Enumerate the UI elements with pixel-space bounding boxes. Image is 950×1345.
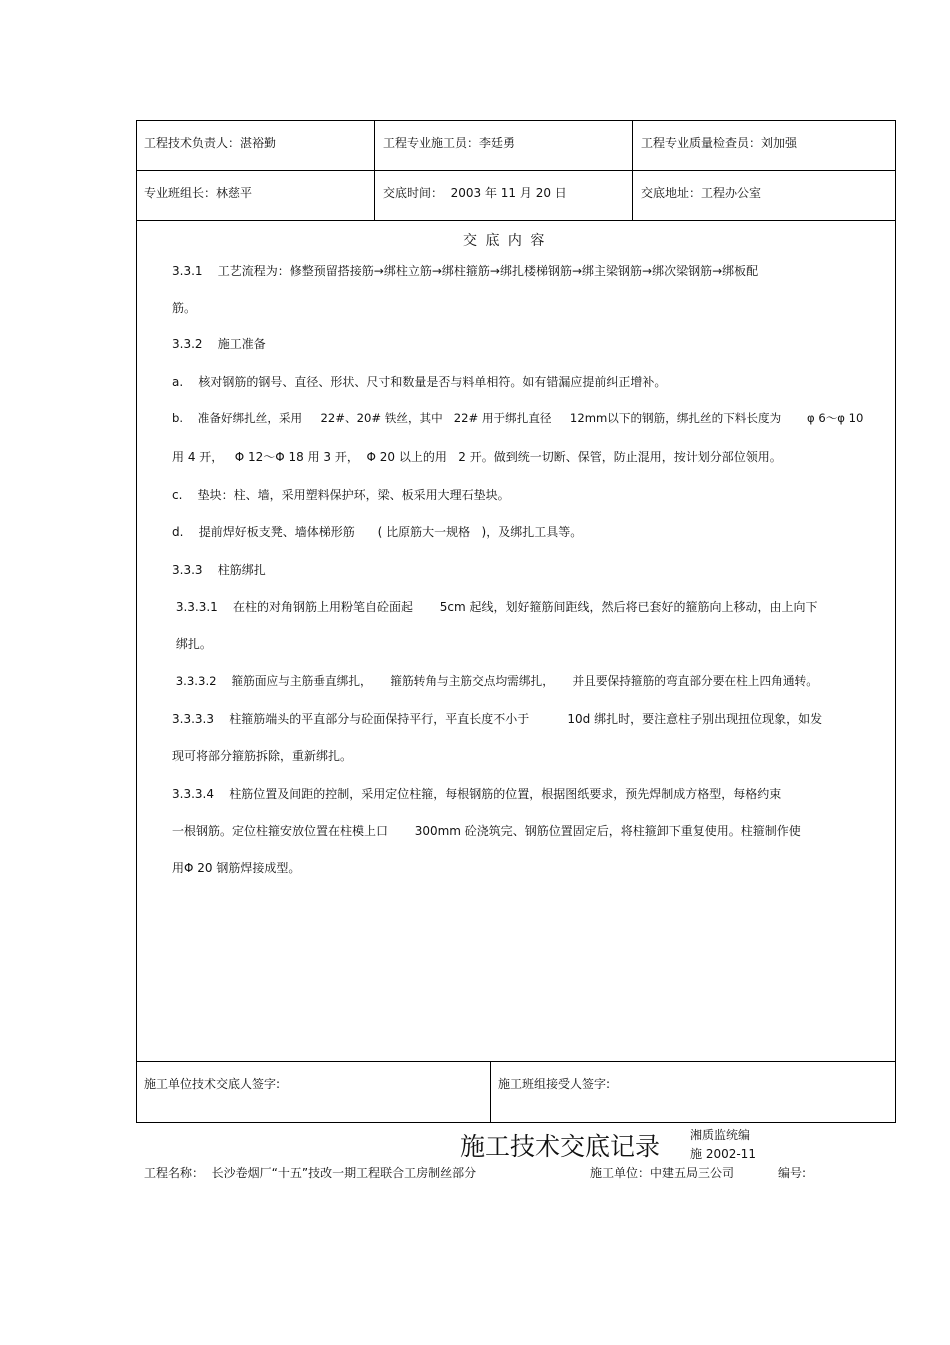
form-code: 施 2002-11 [690, 1147, 756, 1161]
project-name: 工程名称： 长沙卷烟厂“十五”技改一期工程联合工房制丝部分 [144, 1166, 477, 1180]
form-org: 湘质监统编 [690, 1128, 751, 1142]
content-line: 3.3.3.4 柱筋位置及间距的控制，采用定位柱箍，每根钢筋的位置，根据图纸要求，预先焊制成方格型，每格约束 [172, 787, 782, 801]
header-row-divider [136, 170, 896, 171]
signature-col-divider [490, 1061, 491, 1123]
content-line: b. 准备好绑扎丝，采用 22#、20# 铁丝，其中 22# 用于绑扎直径 12mm以下的钢筋，绑扎丝的下料长度为 φ 6～φ 10 [172, 411, 864, 425]
content-line: c. 垫块：柱、墙，采用塑料保护环，梁、板采用大理石垫块。 [172, 488, 510, 502]
content-line: 现可将部分箍筋拆除，重新绑扎。 [172, 749, 353, 763]
header-col-divider-1 [374, 120, 375, 221]
content-line: a. 核对钢筋的钢号、直径、形状、尺寸和数量是否与料单相符。如有错漏应提前纠正增补。 [172, 375, 667, 389]
content-heading: 交 底 内 容 [463, 233, 547, 249]
team-leader-field: 专业班组长：林慈平 [144, 186, 253, 200]
content-line: 用 4 开， Φ 12～Φ 18 用 3 开， Φ 20 以上的用 2 开。做到统一切断、保管，防止混用，按计划分部位领用。 [172, 450, 782, 464]
content-line: 3.3.3.2 箍筋面应与主筋垂直绑扎， 箍筋转角与主筋交点均需绑扎， 并且要保持箍筋的弯直部分要在柱上四角通转。 [172, 674, 818, 688]
briefing-place-field: 交底地址：工程办公室 [641, 186, 762, 200]
content-line: 一根钢筋。定位柱箍安放位置在柱模上口 300mm 砼浇筑完、钢筋位置固定后，将柱箍卸下重复使用。柱箍制作使 [172, 824, 801, 838]
content-line: 3.3.2 施工准备 [172, 337, 266, 351]
site-engineer-field: 工程专业施工员：李廷勇 [383, 136, 516, 150]
content-line: 3.3.3 柱筋绑扎 [172, 563, 266, 577]
tech-lead-field: 工程技术负责人：湛裕勤 [144, 136, 277, 150]
form-title: 施工技术交底记录 [460, 1132, 661, 1161]
content-line: d. 提前焊好板支凳、墙体梯形筋 ( 比原筋大一规格 )，及绑扎工具等。 [172, 525, 583, 539]
contractor: 施工单位：中建五局三公司 [590, 1166, 735, 1180]
content-line: 3.3.3.3 柱箍筋端头的平直部分与砼面保持平行，平直长度不小于 10d 绑扎时，要注意柱子别出现扭位现象，如发 [172, 712, 823, 726]
content-line: 用Φ 20 钢筋焊接成型。 [172, 861, 301, 875]
signature-table [136, 1061, 896, 1123]
content-line: 3.3.1 工艺流程为：修整预留搭接筋→绑柱立筋→绑柱箍筋→绑扎楼梯钢筋→绑主梁钢筋→绑次梁钢筋→绑板配 [172, 264, 759, 278]
quality-inspector-field: 工程专业质量检查员：刘加强 [641, 136, 798, 150]
content-line: 筋。 [172, 301, 197, 315]
serial-no: 编号: [778, 1166, 807, 1180]
header-col-divider-2 [632, 120, 633, 221]
briefing-time-field: 交底时间： 2003 年 11 月 20 日 [383, 186, 567, 200]
issuer-signature-label: 施工单位技术交底人签字: [144, 1077, 281, 1091]
content-line: 绑扎。 [172, 637, 212, 651]
content-line: 3.3.3.1 在柱的对角钢筋上用粉笔自砼面起 5cm 起线，划好箍筋间距线，然后将已套好的箍筋向上移动，由上向下 [172, 600, 818, 614]
receiver-signature-label: 施工班组接受人签字: [498, 1077, 611, 1091]
